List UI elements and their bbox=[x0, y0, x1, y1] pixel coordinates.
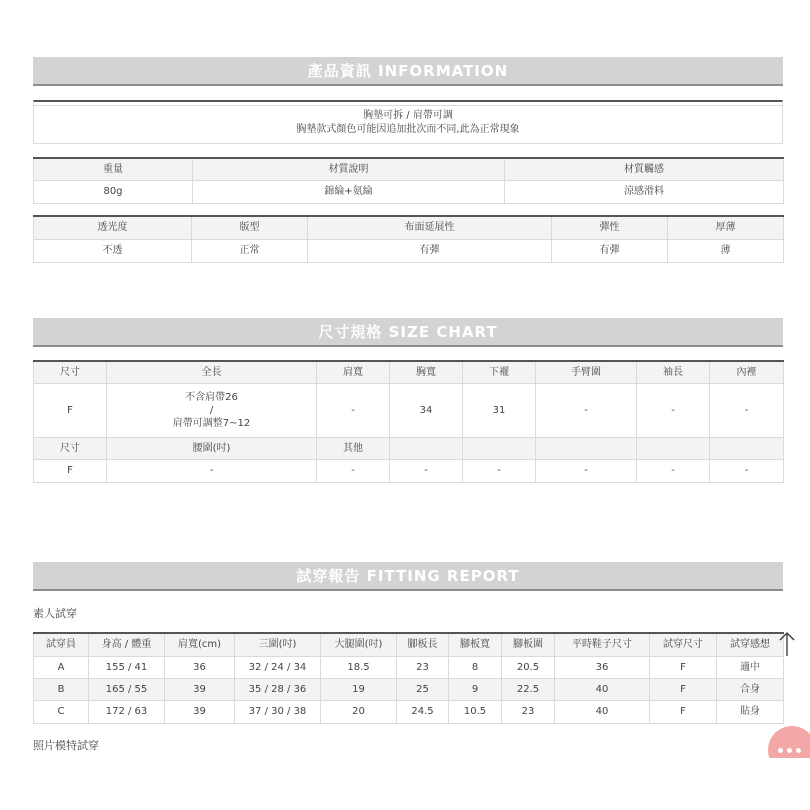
information-title: 產品資訊 INFORMATION bbox=[307, 62, 509, 80]
fabric-table bbox=[33, 215, 784, 263]
table-cell: 31 bbox=[463, 383, 536, 437]
table-cell: 155 / 41 bbox=[89, 656, 165, 678]
header-cell: 平時鞋子尺寸 bbox=[555, 633, 650, 656]
table-cell: 不透 bbox=[34, 239, 192, 262]
table-cell: - bbox=[390, 459, 463, 482]
table-cell: 有彈 bbox=[552, 239, 668, 262]
length-line: / bbox=[209, 404, 214, 416]
header-cell: 試穿尺寸 bbox=[650, 633, 717, 656]
table-cell: 37 / 30 / 38 bbox=[235, 700, 321, 723]
table-cell: 錦綸+氨綸 bbox=[193, 180, 505, 203]
header-cell: 試穿員 bbox=[34, 633, 89, 656]
table-cell: - bbox=[637, 459, 710, 482]
table-cell: F bbox=[650, 656, 717, 678]
table-row bbox=[34, 678, 784, 700]
header-cell: 腳板長 bbox=[397, 633, 449, 656]
table-cell: 20 bbox=[321, 700, 397, 723]
table-cell: 合身 bbox=[717, 678, 784, 700]
table-cell: 10.5 bbox=[449, 700, 502, 723]
table-cell: 8 bbox=[449, 656, 502, 678]
table-cell: 40 bbox=[555, 678, 650, 700]
model-fitting-label: 照片模特試穿 bbox=[33, 739, 99, 752]
length-line: 不含肩帶26 bbox=[185, 391, 238, 403]
table-cell: 9 bbox=[449, 678, 502, 700]
length-cell bbox=[107, 383, 317, 437]
header-cell: 腳板圍 bbox=[502, 633, 555, 656]
header-cell: 肩寬(cm) bbox=[165, 633, 235, 656]
header-cell bbox=[390, 437, 463, 459]
header-cell: 試穿感想 bbox=[717, 633, 784, 656]
table-cell: 適中 bbox=[717, 656, 784, 678]
table-cell: 薄 bbox=[668, 239, 784, 262]
header-cell: 版型 bbox=[192, 216, 308, 239]
note-line: 胸墊款式顏色可能因追加批次而不同,此為正常現象 bbox=[296, 123, 520, 135]
product-notes bbox=[33, 100, 783, 144]
header-cell bbox=[536, 437, 637, 459]
table-cell: - bbox=[107, 459, 317, 482]
table-cell: 36 bbox=[555, 656, 650, 678]
header-cell: 透光度 bbox=[34, 216, 192, 239]
length-line: 肩帶可調整7~12 bbox=[172, 417, 251, 429]
table-cell: 172 / 63 bbox=[89, 700, 165, 723]
table-cell: - bbox=[317, 459, 390, 482]
back-to-top-button[interactable] bbox=[776, 630, 798, 658]
header-cell: 三圍(吋) bbox=[235, 633, 321, 656]
amateur-fitting-label: 素人試穿 bbox=[33, 607, 77, 620]
table-cell: 23 bbox=[502, 700, 555, 723]
arrow-up-icon bbox=[776, 630, 798, 658]
table-cell: F bbox=[34, 383, 107, 437]
table-cell: F bbox=[650, 700, 717, 723]
table-cell: - bbox=[463, 459, 536, 482]
table-cell: B bbox=[34, 678, 89, 700]
table-cell: 有彈 bbox=[308, 239, 552, 262]
table-cell: F bbox=[34, 459, 107, 482]
header-cell: 彈性 bbox=[552, 216, 668, 239]
table-cell: 20.5 bbox=[502, 656, 555, 678]
table-cell: 22.5 bbox=[502, 678, 555, 700]
note-line: 胸墊可拆 / 肩帶可調 bbox=[363, 109, 453, 121]
size-chart-title: 尺寸規格 SIZE CHART bbox=[318, 323, 498, 341]
header-cell: 肩寬 bbox=[317, 361, 390, 383]
table-cell: 32 / 24 / 34 bbox=[235, 656, 321, 678]
table-cell: 36 bbox=[165, 656, 235, 678]
header-cell: 腰圍(吋) bbox=[107, 437, 317, 459]
header-cell: 袖長 bbox=[637, 361, 710, 383]
size-chart-banner bbox=[33, 318, 783, 347]
table-cell: 25 bbox=[397, 678, 449, 700]
table-cell: 18.5 bbox=[321, 656, 397, 678]
table-cell: F bbox=[650, 678, 717, 700]
table-cell: C bbox=[34, 700, 89, 723]
table-cell: 165 / 55 bbox=[89, 678, 165, 700]
table-cell: 24.5 bbox=[397, 700, 449, 723]
header-cell: 尺寸 bbox=[34, 437, 107, 459]
table-cell: 19 bbox=[321, 678, 397, 700]
table-cell: 34 bbox=[390, 383, 463, 437]
header-cell: 其他 bbox=[317, 437, 390, 459]
header-cell: 腳板寬 bbox=[449, 633, 502, 656]
fitting-report-title: 試穿報告 FITTING REPORT bbox=[296, 567, 520, 585]
header-cell: 身高 / 體重 bbox=[89, 633, 165, 656]
table-cell: A bbox=[34, 656, 89, 678]
chat-dots-icon bbox=[796, 748, 801, 753]
table-cell: 80g bbox=[34, 180, 193, 203]
table-cell: - bbox=[536, 459, 637, 482]
header-cell: 大腿圍(吋) bbox=[321, 633, 397, 656]
header-cell bbox=[637, 437, 710, 459]
header-cell: 重量 bbox=[34, 158, 193, 180]
table-cell: 35 / 28 / 36 bbox=[235, 678, 321, 700]
size-chart-table bbox=[33, 360, 784, 483]
table-cell: 39 bbox=[165, 678, 235, 700]
table-cell: - bbox=[317, 383, 390, 437]
fitting-report-banner bbox=[33, 562, 783, 591]
table-row bbox=[34, 700, 784, 723]
chat-dots-icon bbox=[778, 748, 783, 753]
table-row bbox=[34, 656, 784, 678]
table-cell: 39 bbox=[165, 700, 235, 723]
header-cell: 下襬 bbox=[463, 361, 536, 383]
header-cell: 胸寬 bbox=[390, 361, 463, 383]
table-cell: - bbox=[710, 459, 784, 482]
page-bottom-blank bbox=[0, 758, 810, 810]
header-cell bbox=[710, 437, 784, 459]
header-cell bbox=[463, 437, 536, 459]
table-cell: 40 bbox=[555, 700, 650, 723]
header-cell: 全長 bbox=[107, 361, 317, 383]
header-cell: 材質觸感 bbox=[505, 158, 784, 180]
fitting-table bbox=[33, 632, 784, 724]
table-cell: - bbox=[536, 383, 637, 437]
header-cell: 布面延展性 bbox=[308, 216, 552, 239]
table-cell: - bbox=[710, 383, 784, 437]
header-cell: 厚薄 bbox=[668, 216, 784, 239]
table-cell: 正常 bbox=[192, 239, 308, 262]
table-cell: 23 bbox=[397, 656, 449, 678]
header-cell: 尺寸 bbox=[34, 361, 107, 383]
chat-dots-icon bbox=[787, 748, 792, 753]
material-table bbox=[33, 157, 784, 204]
header-cell: 手臂圍 bbox=[536, 361, 637, 383]
table-cell: 涼感滑料 bbox=[505, 180, 784, 203]
header-cell: 材質說明 bbox=[193, 158, 505, 180]
information-banner bbox=[33, 57, 783, 86]
table-cell: - bbox=[637, 383, 710, 437]
table-cell: 貼身 bbox=[717, 700, 784, 723]
header-cell: 內裡 bbox=[710, 361, 784, 383]
